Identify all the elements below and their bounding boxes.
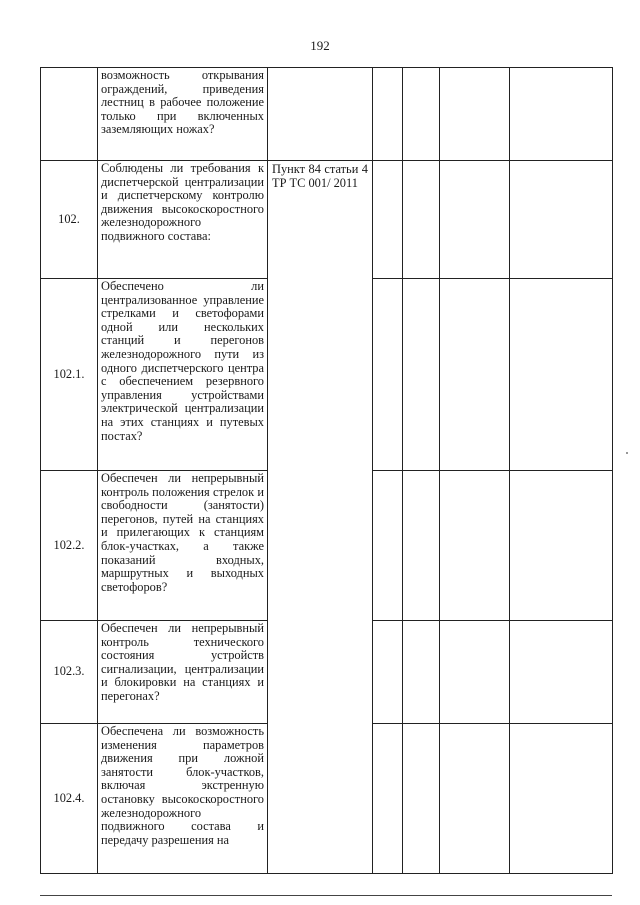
answer-na-cell xyxy=(440,68,510,161)
requirement-question: Обеспечена ли возможность изменения параметров движения при ложной занятости блок-участков, включая экстренную остановку высокоскоростного железнодорожного подвижного состава и передачу разрешения на xyxy=(98,724,268,874)
answer-yes-cell xyxy=(373,68,403,161)
answer-yes-cell xyxy=(373,724,403,874)
table-row xyxy=(41,68,613,161)
note-cell xyxy=(510,161,613,279)
answer-no-cell xyxy=(403,279,440,471)
row-number: 102.3. xyxy=(41,621,98,724)
note-cell xyxy=(510,471,613,621)
row-number xyxy=(41,68,98,161)
answer-no-cell xyxy=(403,161,440,279)
answer-na-cell xyxy=(440,621,510,724)
note-cell xyxy=(510,724,613,874)
row-number: 102.1. xyxy=(41,279,98,471)
page-cut-line xyxy=(40,895,612,896)
note-cell xyxy=(510,621,613,724)
answer-na-cell xyxy=(440,471,510,621)
note-cell xyxy=(510,68,613,161)
requirement-question: Соблюдены ли требования к диспетчерской централизации и диспетчерскому контролю движения высокоскоростного железнодорожного подвижного состава: xyxy=(98,161,268,279)
requirement-question: Обеспечен ли непрерывный контроль технического состояния устройств сигнализации, централизации и блокировки на станциях и перегонах? xyxy=(98,621,268,724)
answer-yes-cell xyxy=(373,471,403,621)
requirement-question: возможность открывания ограждений, приведения лестниц в рабочее положение только при включенных заземляющих ножах? xyxy=(98,68,268,161)
row-number: 102.4. xyxy=(41,724,98,874)
answer-na-cell xyxy=(440,161,510,279)
answer-no-cell xyxy=(403,724,440,874)
requirement-question: Обеспечено ли централизованное управление стрелками и светофорами одной или нескольких станций и перегонов железнодорожного пути из одного диспетчерского центра с обеспечением резервного управления устройствами электрической централизации на этих станциях и путевых постах? xyxy=(98,279,268,471)
answer-no-cell xyxy=(403,68,440,161)
reference-cell xyxy=(268,68,373,161)
legal-reference: Пункт 84 статьи 4 ТР ТС 001/ 2011 xyxy=(268,161,373,874)
answer-yes-cell xyxy=(373,279,403,471)
checklist-table xyxy=(40,67,613,874)
answer-na-cell xyxy=(440,279,510,471)
answer-no-cell xyxy=(403,471,440,621)
scan-speck xyxy=(626,452,628,454)
row-number: 102.2. xyxy=(41,471,98,621)
row-number: 102. xyxy=(41,161,98,279)
answer-yes-cell xyxy=(373,621,403,724)
requirement-question: Обеспечен ли непрерывный контроль положения стрелок и свободности (занятости) перегонов, путей на станциях и прилегающих к станциям блок-участках, а также показаний входных, маршрутных и выходных светофоров? xyxy=(98,471,268,621)
answer-no-cell xyxy=(403,621,440,724)
answer-na-cell xyxy=(440,724,510,874)
page-number: 192 xyxy=(310,38,330,53)
answer-yes-cell xyxy=(373,161,403,279)
note-cell xyxy=(510,279,613,471)
table-row xyxy=(41,161,613,279)
